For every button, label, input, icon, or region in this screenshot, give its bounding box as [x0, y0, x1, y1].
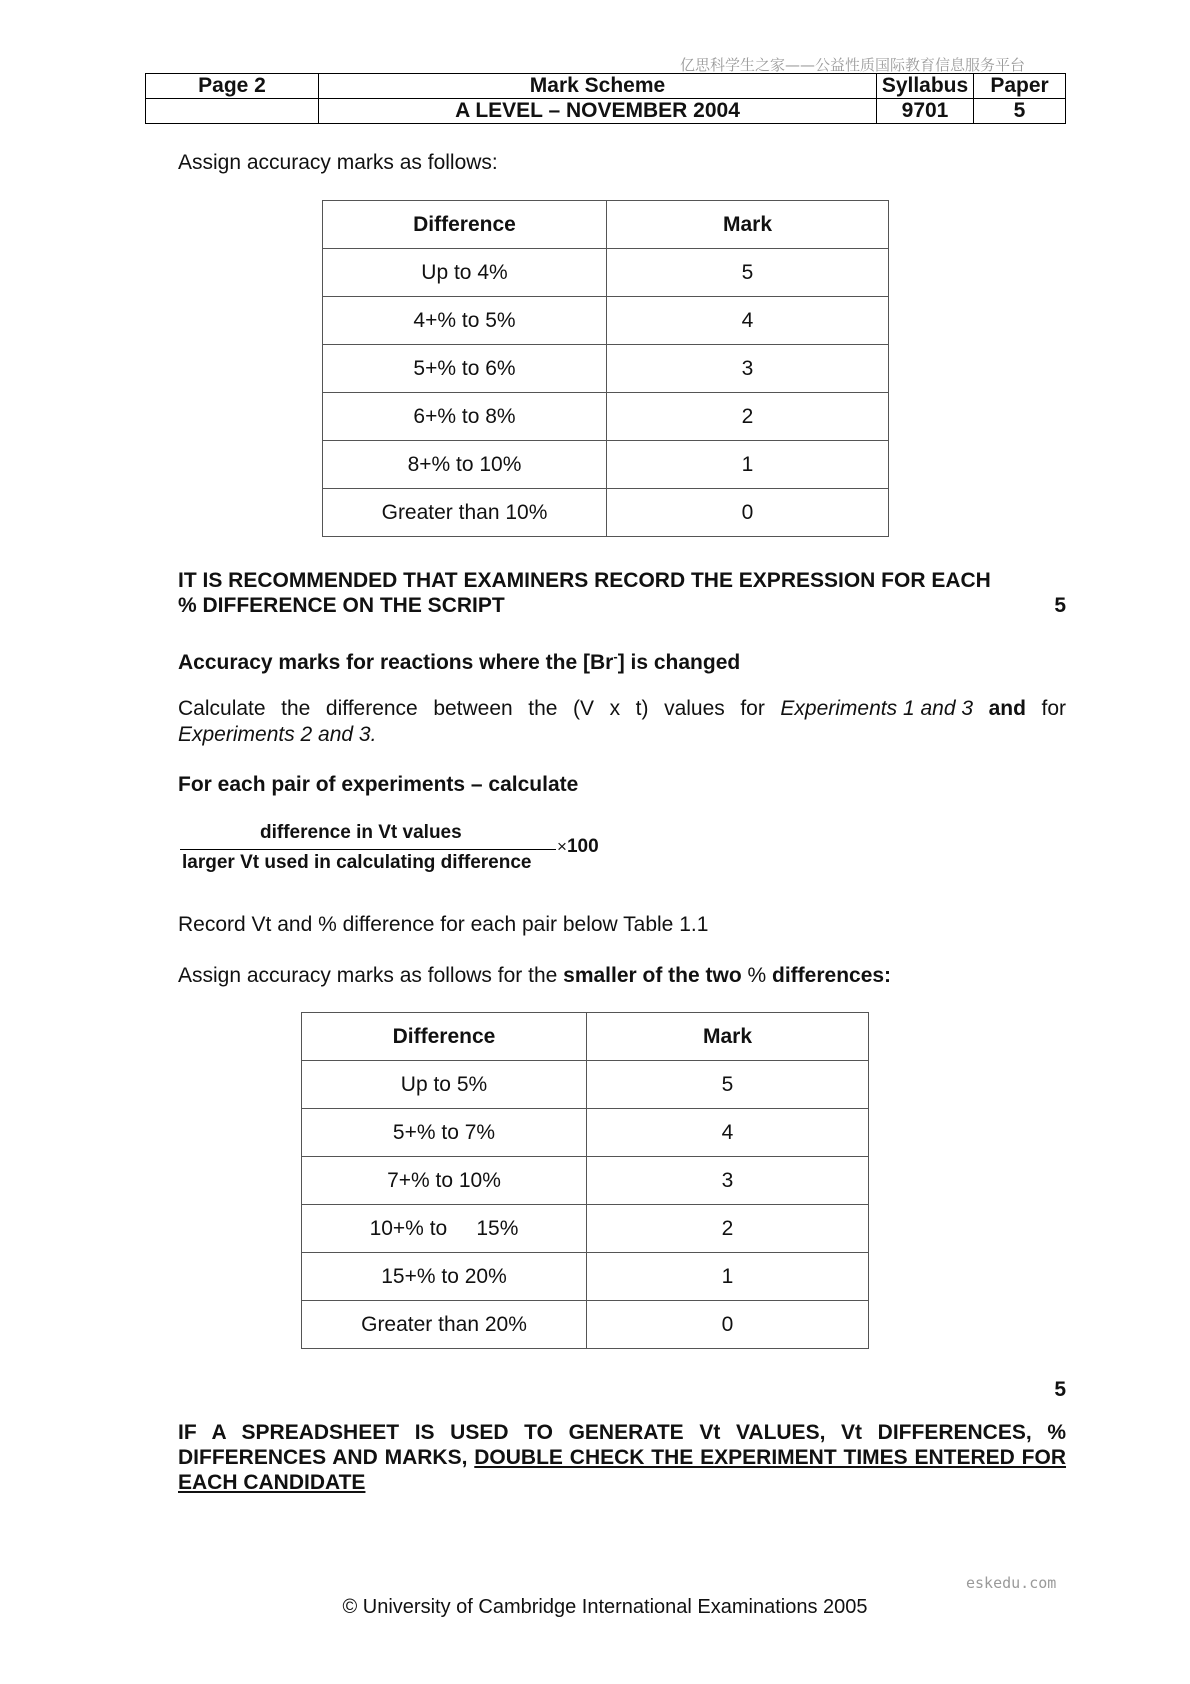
difference-cell: 10+% to 15%	[302, 1205, 587, 1253]
section2-heading	[178, 644, 740, 676]
table-row	[323, 345, 889, 393]
calc-word: between	[433, 697, 513, 720]
spreadsheet-underlined: DOUBLE CHECK THE EXPERIMENT TIMES ENTERED FOR EACH CANDIDATE	[178, 1446, 1067, 1494]
table-header-row	[323, 201, 889, 249]
calc-word: x	[609, 697, 621, 720]
intro-text: Assign accuracy marks as follows:	[178, 151, 498, 174]
header-paper-label: Paper	[974, 74, 1066, 99]
header-table	[145, 73, 1066, 124]
mark-cell: 2	[587, 1205, 869, 1253]
assign-bold-smaller: smaller of the two	[563, 964, 742, 987]
accuracy-table-2	[301, 1012, 869, 1349]
pair-heading: For each pair of experiments – calculate	[178, 773, 579, 796]
calc-and: and	[988, 697, 1026, 720]
table-row	[323, 297, 889, 345]
mark-cell: 1	[587, 1253, 869, 1301]
calc-italic-experiments-2-3: Experiments 2 and 3.	[178, 723, 377, 746]
mark-cell: 4	[587, 1109, 869, 1157]
calc-word: the	[281, 697, 311, 720]
difference-cell: 5+% to 7%	[302, 1109, 587, 1157]
column-header-mark: Mark	[587, 1013, 869, 1061]
assign-text	[178, 963, 891, 989]
calc-word: difference	[325, 697, 418, 720]
calc-word: values	[664, 697, 725, 720]
table-row	[302, 1157, 869, 1205]
table-header-row	[302, 1013, 869, 1061]
mark-cell: 5	[587, 1061, 869, 1109]
recommendation-line-1: IT IS RECOMMENDED THAT EXAMINERS RECORD THE EXPRESSION FOR EACH	[178, 569, 991, 592]
difference-cell: Greater than 10%	[323, 489, 607, 537]
table-row	[302, 1301, 869, 1349]
heading-text-post: ] is changed	[617, 651, 741, 674]
fraction-bar	[180, 849, 556, 850]
calc-word: for	[740, 697, 765, 720]
header-paper: 5	[974, 99, 1066, 124]
spreadsheet-text: IF A SPREADSHEET IS USED TO GENERATE Vt VALUES, Vt DIFFERENCES, % DIFFERENCES AND MARKS,	[178, 1421, 1066, 1469]
calculate-paragraph	[178, 696, 1066, 748]
formula-factor: 100	[566, 836, 599, 857]
assign-mid: %	[741, 964, 773, 987]
header-blank	[146, 99, 319, 124]
header-exam: A LEVEL – NOVEMBER 2004	[319, 99, 877, 124]
section2-marks: 5	[1054, 1378, 1066, 1401]
column-header-mark: Mark	[607, 201, 889, 249]
calc-for: for	[1041, 697, 1066, 720]
table-row	[323, 393, 889, 441]
difference-cell: 6+% to 8%	[323, 393, 607, 441]
difference-cell: Greater than 20%	[302, 1301, 587, 1349]
calculate-line-2	[178, 722, 1066, 748]
table-row	[323, 489, 889, 537]
assign-pre: Assign accuracy marks as follows for the	[178, 964, 564, 987]
header-page: Page 2	[146, 74, 319, 99]
table-row	[302, 1253, 869, 1301]
difference-cell: 15+% to 20%	[302, 1253, 587, 1301]
table-row	[323, 249, 889, 297]
column-header-difference: Difference	[323, 201, 607, 249]
difference-cell: 4+% to 5%	[323, 297, 607, 345]
mark-cell: 3	[607, 345, 889, 393]
difference-cell: Up to 4%	[323, 249, 607, 297]
calc-word: the	[528, 697, 558, 720]
column-header-difference: Difference	[302, 1013, 587, 1061]
mark-cell: 4	[607, 297, 889, 345]
section1-marks: 5	[1054, 594, 1066, 617]
superscript-minus: -	[613, 649, 618, 664]
mark-cell: 1	[607, 441, 889, 489]
assign-bold-differences: differences:	[772, 964, 892, 987]
mark-cell: 3	[587, 1157, 869, 1205]
calc-italic-experiments-1-3: Experiments 1 and 3	[780, 697, 974, 720]
mark-cell: 0	[607, 489, 889, 537]
heading-text-pre: Accuracy marks for reactions where the [Br	[178, 651, 614, 674]
header-syllabus-label: Syllabus	[877, 74, 974, 99]
formula-multiplier	[557, 836, 599, 858]
calc-word: Calculate	[178, 697, 266, 720]
difference-cell: Up to 5%	[302, 1061, 587, 1109]
calc-word: (V	[573, 697, 595, 720]
table-row	[302, 1205, 869, 1253]
mark-cell: 0	[587, 1301, 869, 1349]
formula-denominator: larger Vt used in calculating difference	[182, 852, 532, 873]
table-row	[302, 1061, 869, 1109]
recommendation-line-2: % DIFFERENCE ON THE SCRIPT	[178, 594, 505, 617]
recommendation-text	[178, 568, 991, 618]
header-syllabus: 9701	[877, 99, 974, 124]
calculate-line-1	[178, 696, 1066, 722]
mark-cell: 2	[607, 393, 889, 441]
watermark-bottom: eskedu.com	[966, 1574, 1057, 1592]
formula-numerator: difference in Vt values	[260, 822, 462, 843]
watermark-top: 亿思科学生之家——公益性质国际教育信息服务平台	[680, 56, 1026, 74]
difference-cell: 8+% to 10%	[323, 441, 607, 489]
calc-word: t)	[635, 697, 649, 720]
table-row	[323, 441, 889, 489]
accuracy-table-1	[322, 200, 889, 537]
mark-cell: 5	[607, 249, 889, 297]
spreadsheet-warning	[178, 1420, 1066, 1495]
difference-cell: 5+% to 6%	[323, 345, 607, 393]
record-text: Record Vt and % difference for each pair below Table 1.1	[178, 913, 709, 936]
times-sign: ×	[557, 837, 567, 856]
header-title: Mark Scheme	[319, 74, 877, 99]
difference-cell: 7+% to 10%	[302, 1157, 587, 1205]
copyright-footer: © University of Cambridge International Examinations 2005	[342, 1596, 868, 1618]
table-row	[302, 1109, 869, 1157]
